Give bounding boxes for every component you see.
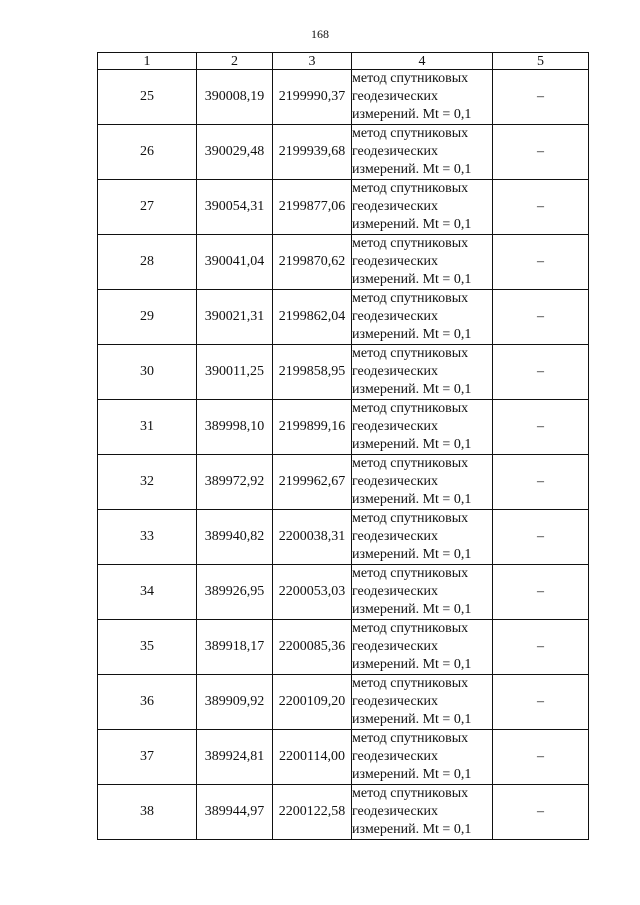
method-line-1: метод спутниковых xyxy=(352,291,469,306)
point-number: 37 xyxy=(98,730,197,785)
coord-x: 389924,81 xyxy=(197,730,273,785)
method-line-1: метод спутниковых xyxy=(352,346,469,361)
header-col-4: 4 xyxy=(352,53,493,70)
method-cell xyxy=(352,785,493,840)
page-number: 168 xyxy=(311,27,329,41)
coord-x: 390021,31 xyxy=(197,290,273,345)
table-row xyxy=(98,455,589,510)
coord-x: 390008,19 xyxy=(197,70,273,125)
method-line-3: измерений. Mt = 0,1 xyxy=(352,712,472,727)
note-cell: – xyxy=(493,785,589,840)
coord-y: 2200085,36 xyxy=(273,620,352,675)
method-cell xyxy=(352,510,493,565)
note-cell: – xyxy=(493,675,589,730)
method-line-1: метод спутниковых xyxy=(352,456,469,471)
method-line-3: измерений. Mt = 0,1 xyxy=(352,767,472,782)
method-cell xyxy=(352,620,493,675)
method-cell xyxy=(352,125,493,180)
method-line-2: геодезических xyxy=(352,639,439,654)
point-number: 30 xyxy=(98,345,197,400)
method-line-2: геодезических xyxy=(352,694,439,709)
point-number: 25 xyxy=(98,70,197,125)
coord-x: 390029,48 xyxy=(197,125,273,180)
coord-y: 2200122,58 xyxy=(273,785,352,840)
coord-y: 2200038,31 xyxy=(273,510,352,565)
table-row xyxy=(98,785,589,840)
note-cell: – xyxy=(493,125,589,180)
method-line-2: геодезических xyxy=(352,89,439,104)
method-line-3: измерений. Mt = 0,1 xyxy=(352,217,472,232)
point-number: 27 xyxy=(98,180,197,235)
method-line-2: геодезических xyxy=(352,474,439,489)
method-line-2: геодезических xyxy=(352,529,439,544)
method-line-2: геодезических xyxy=(352,199,439,214)
method-line-2: геодезических xyxy=(352,419,439,434)
method-line-1: метод спутниковых xyxy=(352,676,469,691)
method-line-1: метод спутниковых xyxy=(352,566,469,581)
method-line-2: геодезических xyxy=(352,254,439,269)
point-number: 33 xyxy=(98,510,197,565)
header-col-3: 3 xyxy=(273,53,352,70)
method-line-2: геодезических xyxy=(352,584,439,599)
point-number: 28 xyxy=(98,235,197,290)
coordinates-table xyxy=(97,52,589,840)
note-cell: – xyxy=(493,565,589,620)
table-row xyxy=(98,125,589,180)
coord-x: 390011,25 xyxy=(197,345,273,400)
point-number: 26 xyxy=(98,125,197,180)
note-cell: – xyxy=(493,510,589,565)
method-line-1: метод спутниковых xyxy=(352,511,469,526)
coord-x: 389972,92 xyxy=(197,455,273,510)
note-cell: – xyxy=(493,455,589,510)
point-number: 38 xyxy=(98,785,197,840)
table-row xyxy=(98,180,589,235)
method-line-1: метод спутниковых xyxy=(352,236,469,251)
method-cell xyxy=(352,345,493,400)
table-row xyxy=(98,510,589,565)
method-line-2: геодезических xyxy=(352,749,439,764)
table-row xyxy=(98,345,589,400)
note-cell: – xyxy=(493,180,589,235)
method-line-3: измерений. Mt = 0,1 xyxy=(352,492,472,507)
point-number: 31 xyxy=(98,400,197,455)
coord-y: 2200109,20 xyxy=(273,675,352,730)
method-line-3: измерений. Mt = 0,1 xyxy=(352,602,472,617)
note-cell: – xyxy=(493,235,589,290)
method-line-2: геодезических xyxy=(352,804,439,819)
point-number: 32 xyxy=(98,455,197,510)
method-cell xyxy=(352,675,493,730)
table-body xyxy=(98,70,589,840)
method-line-3: измерений. Mt = 0,1 xyxy=(352,657,472,672)
coord-y: 2199939,68 xyxy=(273,125,352,180)
note-cell: – xyxy=(493,400,589,455)
header-col-1: 1 xyxy=(98,53,197,70)
method-line-2: геодезических xyxy=(352,309,439,324)
coord-x: 389940,82 xyxy=(197,510,273,565)
point-number: 29 xyxy=(98,290,197,345)
coord-x: 390041,04 xyxy=(197,235,273,290)
method-cell xyxy=(352,290,493,345)
method-line-3: измерений. Mt = 0,1 xyxy=(352,547,472,562)
method-line-3: измерений. Mt = 0,1 xyxy=(352,162,472,177)
coord-y: 2199990,37 xyxy=(273,70,352,125)
table-row xyxy=(98,235,589,290)
coord-y: 2199962,67 xyxy=(273,455,352,510)
point-number: 34 xyxy=(98,565,197,620)
coord-x: 389926,95 xyxy=(197,565,273,620)
header-col-5: 5 xyxy=(493,53,589,70)
table-header-row xyxy=(98,53,589,70)
coord-y: 2199899,16 xyxy=(273,400,352,455)
method-line-3: измерений. Mt = 0,1 xyxy=(352,272,472,287)
method-line-1: метод спутниковых xyxy=(352,181,469,196)
method-line-2: геодезических xyxy=(352,144,439,159)
table-row xyxy=(98,290,589,345)
coord-x: 389909,92 xyxy=(197,675,273,730)
coord-x: 389944,97 xyxy=(197,785,273,840)
table-row xyxy=(98,620,589,675)
note-cell: – xyxy=(493,345,589,400)
point-number: 35 xyxy=(98,620,197,675)
method-line-3: измерений. Mt = 0,1 xyxy=(352,437,472,452)
header-col-2: 2 xyxy=(197,53,273,70)
method-cell xyxy=(352,70,493,125)
point-number: 36 xyxy=(98,675,197,730)
note-cell: – xyxy=(493,290,589,345)
method-line-3: измерений. Mt = 0,1 xyxy=(352,107,472,122)
coord-y: 2199862,04 xyxy=(273,290,352,345)
method-line-2: геодезических xyxy=(352,364,439,379)
method-line-1: метод спутниковых xyxy=(352,786,469,801)
method-cell xyxy=(352,455,493,510)
method-line-3: измерений. Mt = 0,1 xyxy=(352,822,472,837)
method-line-1: метод спутниковых xyxy=(352,621,469,636)
method-line-3: измерений. Mt = 0,1 xyxy=(352,327,472,342)
coord-y: 2199858,95 xyxy=(273,345,352,400)
table-row xyxy=(98,675,589,730)
coord-x: 389918,17 xyxy=(197,620,273,675)
coord-y: 2199877,06 xyxy=(273,180,352,235)
method-cell xyxy=(352,565,493,620)
coord-y: 2199870,62 xyxy=(273,235,352,290)
method-cell xyxy=(352,400,493,455)
method-cell xyxy=(352,730,493,785)
method-line-3: измерений. Mt = 0,1 xyxy=(352,382,472,397)
table-row xyxy=(98,730,589,785)
method-cell xyxy=(352,235,493,290)
coord-x: 390054,31 xyxy=(197,180,273,235)
note-cell: – xyxy=(493,70,589,125)
coord-x: 389998,10 xyxy=(197,400,273,455)
coord-y: 2200114,00 xyxy=(273,730,352,785)
note-cell: – xyxy=(493,730,589,785)
method-line-1: метод спутниковых xyxy=(352,71,469,86)
method-line-1: метод спутниковых xyxy=(352,126,469,141)
table-row xyxy=(98,70,589,125)
note-cell: – xyxy=(493,620,589,675)
coord-y: 2200053,03 xyxy=(273,565,352,620)
table-row xyxy=(98,400,589,455)
method-cell xyxy=(352,180,493,235)
table-row xyxy=(98,565,589,620)
method-line-1: метод спутниковых xyxy=(352,401,469,416)
method-line-1: метод спутниковых xyxy=(352,731,469,746)
